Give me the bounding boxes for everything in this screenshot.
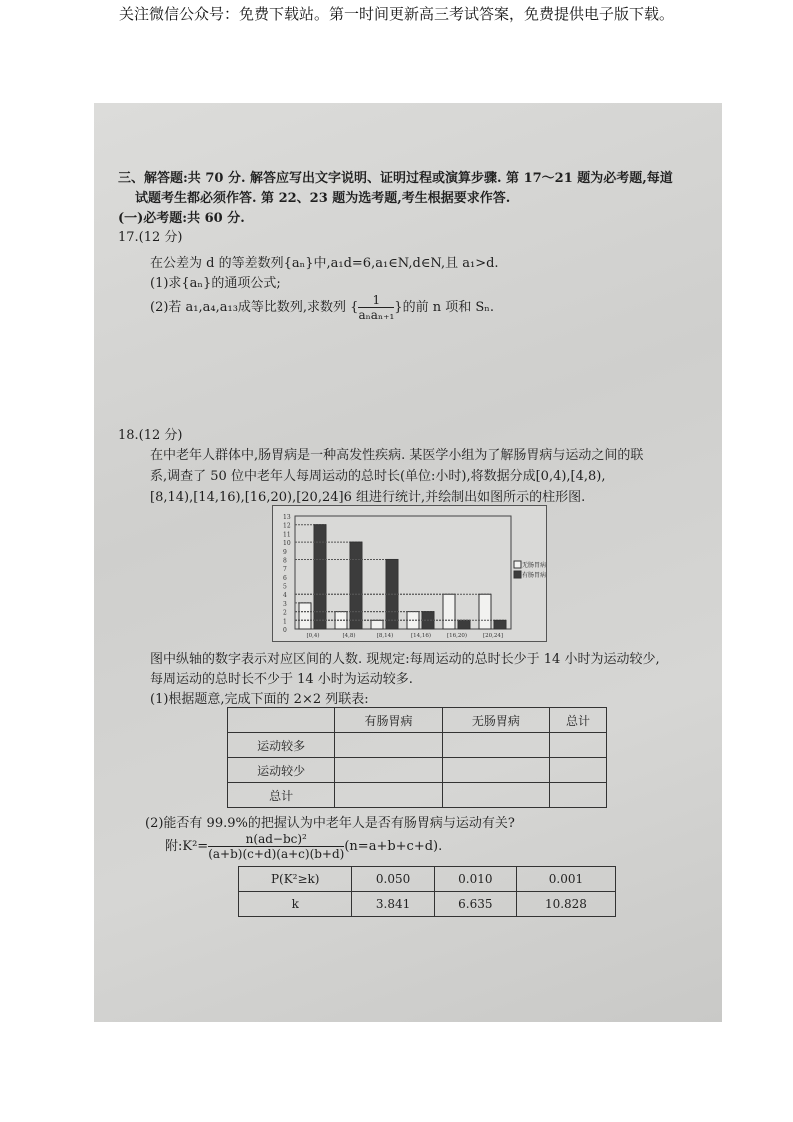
y-tick-label: 8 [283,557,287,565]
q18-after1: 图中纵轴的数字表示对应区间的人数. 现规定:每周运动的总时长少于 14 小时为运动较少, [150,652,660,667]
q17-part2-end: 的前 n 项和 Sₙ. [402,300,495,315]
q17-part2: (2)若 a₁,a₄,a₁₃成等比数列,求数列 { $\frac{1}{\text{aₙaₙ₊₁}}$ }的前 n 项和 Sₙ. [150,293,495,322]
y-tick-label: 6 [283,574,287,582]
y-tick-label: 10 [283,540,291,548]
x-tick-label: [16,20) [446,633,468,639]
x-tick-label: [8,14) [376,633,394,639]
blank-cell[interactable] [550,733,607,758]
fraction-numerator: 1 [358,293,394,308]
blank-cell[interactable] [550,783,607,808]
x-tick-label: [14,16) [410,633,432,639]
blank-cell[interactable] [335,758,442,783]
bar-with-disease [314,525,326,629]
q18-heading: 18.(12 分) [118,428,183,443]
bar-chart [272,505,547,642]
bar-without-disease [479,594,491,629]
table-cell: 3.841 [352,892,434,917]
formula [165,832,442,861]
bar-without-disease [299,603,311,629]
blank-cell[interactable] [550,758,607,783]
formula-denominator: (a+b)(c+d)(a+c)(b+d) [208,847,345,861]
table-cell: P(K²≥k) [239,867,352,892]
blank-cell[interactable] [442,733,549,758]
table-header: 无肠胃病 [442,708,549,733]
q17-part2-text: (2)若 a₁,a₄,a₁₃成等比数列,求数列 [150,300,347,315]
q17-heading: 17.(12 分) [118,230,183,245]
q18-part1: (1)根据题意,完成下面的 2×2 列联表: [150,692,369,707]
y-tick-label: 12 [283,522,291,530]
bar-chart-svg [273,506,546,641]
formula-suffix: (n=a+b+c+d). [344,839,443,854]
y-tick-label: 3 [283,600,287,608]
bar-with-disease [350,542,362,629]
table-cell: 6.635 [434,892,516,917]
contingency-table [227,707,607,808]
q18-line2: 系,调查了 50 位中老年人每周运动的总时长(单位:小时),将数据分成[0,4),[4,8), [150,469,606,484]
x-tick-label: [20,24] [482,633,504,639]
x-tick-label: [4,8) [342,633,356,639]
table-cell: 0.001 [516,867,615,892]
blank-cell[interactable] [442,758,549,783]
formula-numerator: n(ad−bc)² [208,832,344,847]
y-tick-label: 1 [283,618,287,626]
section-instructions: 三、解答题:共 70 分. 解答应写出文字说明、证明过程或演算步骤. 第 17～21 题为必考题,每道 [118,171,673,186]
y-tick-label: 13 [283,514,291,521]
y-tick-label: 5 [283,583,287,591]
table-header [228,708,335,733]
y-tick-label: 9 [283,548,287,556]
table-cell: k [239,892,352,917]
y-tick-label: 2 [283,609,287,617]
blank-cell[interactable] [335,733,442,758]
row-label: 运动较少 [228,758,335,783]
table-header: 有肠胃病 [335,708,442,733]
fraction-denominator: aₙaₙ₊₁ [358,308,395,322]
q18-part2: (2)能否有 99.9%的把握认为中老年人是否有肠胃病与运动有关? [145,816,515,831]
table-cell: 0.010 [434,867,516,892]
q17-part1: (1)求{aₙ}的通项公式; [150,276,281,291]
x-tick-label: [0,4) [306,633,320,639]
blank-cell[interactable] [335,783,442,808]
fraction [358,293,394,322]
legend-swatch [514,561,521,568]
legend-label: 无肠胃病 [522,562,546,569]
y-tick-label: 4 [283,592,287,600]
q17-stem: 在公差为 d 的等差数列{aₙ}中,a₁d=6,a₁∈N,d∈N,且 a₁>d. [150,256,499,271]
bar-without-disease [371,620,383,629]
row-label: 总计 [228,783,335,808]
section-instructions-2: 试题考生都必须作答. 第 22、23 题为选考题,考生根据要求作答. [135,191,511,206]
bar-without-disease [443,594,455,629]
critical-value-table [238,866,616,917]
q18-line3: [8,14),[14,16),[16,20),[20,24]6 组进行统计,并绘制出如图所示的柱形图. [150,490,586,505]
y-tick-label: 0 [283,627,287,634]
bar-with-disease [458,620,470,629]
y-tick-label: 7 [283,566,287,574]
blank-cell[interactable] [442,783,549,808]
q18-after2: 每周运动的总时长不少于 14 小时为运动较多. [150,672,413,687]
row-label: 运动较多 [228,733,335,758]
table-cell: 10.828 [516,892,615,917]
y-tick-label: 11 [283,531,291,539]
legend-label: 有肠胃病 [522,572,546,579]
section-subheading: (一)必考题:共 60 分. [118,211,245,226]
formula-prefix: 附:K²= [165,839,209,854]
legend-swatch [514,571,521,578]
table-cell: 0.050 [352,867,434,892]
formula-fraction [208,832,344,861]
header-banner: 关注微信公众号：免费下载站。第一时间更新高三考试答案，免费提供电子版下载。 [118,5,674,23]
table-header: 总计 [550,708,607,733]
bar-with-disease [494,620,506,629]
q18-line1: 在中老年人群体中,肠胃病是一种高发性疾病. 某医学小组为了解肠胃病与运动之间的联 [150,448,644,463]
